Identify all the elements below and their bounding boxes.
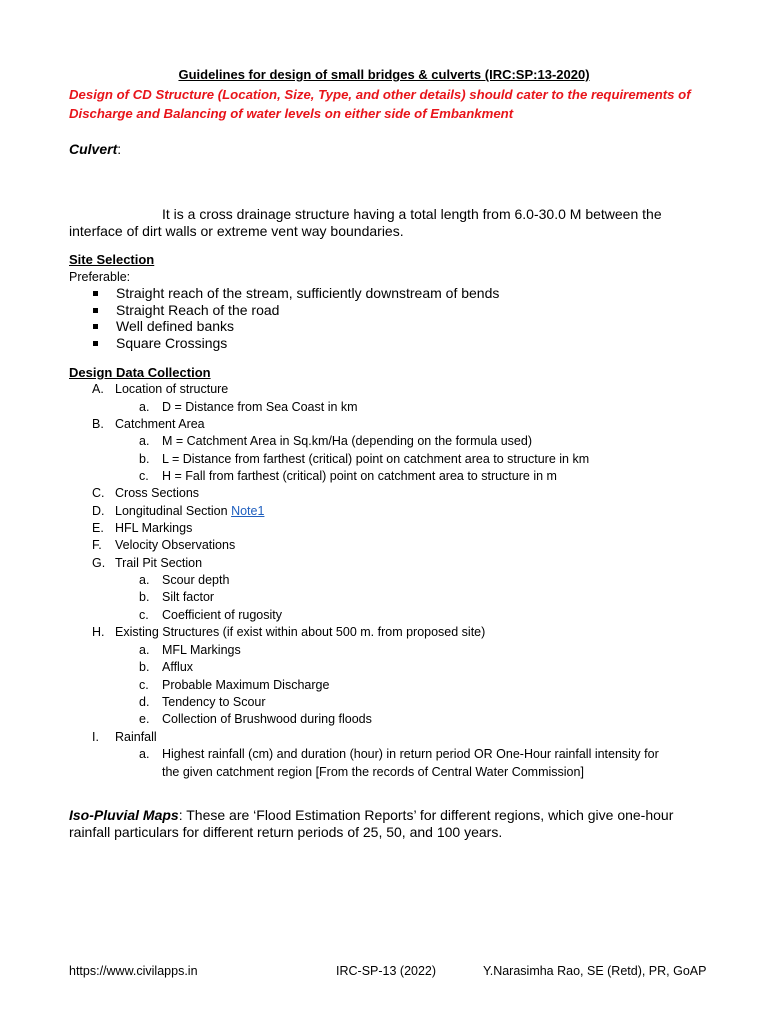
square-bullet-icon	[93, 324, 98, 329]
list-item: Straight reach of the stream, sufficiently downstream of bends	[69, 285, 499, 302]
document-subtitle: Design of CD Structure (Location, Size, Type, and other details) should cater to the requirements of Discharge and Balancing of water levels on either side of Embankment	[69, 87, 691, 121]
culvert-definition	[69, 206, 689, 240]
culvert-heading	[69, 141, 121, 158]
iso-pluvial-paragraph	[69, 807, 709, 841]
culvert-heading-text: Culvert	[69, 141, 118, 157]
iso-pluvial-text: : These are ‘Flood Estimation Reports’ for different regions, which give one-hour rainfall particulars for different return periods of 25, 50, and 100 years.	[69, 807, 674, 840]
footer-author: Y.Narasimha Rao, SE (Retd), PR, GoAP	[483, 964, 707, 978]
culvert-definition-text: It is a cross drainage structure having a total length from 6.0-30.0 M between the interface of dirt walls or extreme vent way boundaries.	[69, 206, 662, 239]
site-selection-heading: Site Selection	[69, 252, 155, 267]
list-item: Straight Reach of the road	[69, 302, 499, 319]
footer-reference: IRC-SP-13 (2022)	[336, 964, 437, 978]
culvert-heading-colon: :	[117, 141, 122, 157]
document-title: Guidelines for design of small bridges & culverts (IRC:SP:13-2020)	[178, 67, 590, 82]
preferable-label: Preferable:	[69, 270, 131, 284]
note1-link[interactable]: Note1	[231, 504, 265, 518]
iso-pluvial-heading: Iso-Pluvial Maps	[69, 807, 179, 823]
list-item: Square Crossings	[69, 335, 499, 352]
design-data-heading: Design Data Collection	[69, 365, 211, 380]
list-item: Well defined banks	[69, 318, 499, 335]
square-bullet-icon	[93, 291, 98, 296]
square-bullet-icon	[93, 341, 98, 346]
square-bullet-icon	[93, 308, 98, 313]
document-page: Guidelines for design of small bridges & culverts (IRC:SP:13-2020) Design of CD Structure (Location, Size, Type, and other details) should cater to the requirements of Discharge and Balancing of water levels on either side of Embankment Culvert: It is a cross drainage structure having a total length from 6.0-30.0 M between the interface of dirt walls or extreme vent way boundaries. Site Selection Preferable: Straight reach of the stream, sufficiently downstream of bends Straight Reach of the road Well defined banks Square Crossings Design Data Collection A. Location of structure a. D = Distance from Sea Coast in km B. Catchment Area a. M = Catchment Area in Sq.km/Ha (depending on the formula used) b. L = Distance from farthest (critical) point on catchment area to structure in km c. H = Fall from farthest (critical) point on catchment area to structure in m C. Cross Sections D. Longitudinal Section Note1 E. HFL Markings F. Velocity Observations G. Trail Pit Section a. Scour depth b. Silt factor c. Coefficient of rugosity H. Existing Structures (if exist within about 500 m. from proposed site) a. MFL Markings b. Afflux c. Probable Maximum Discharge d. Tendency to Scour e. Collection of Brushwood during floods I. Rainfall a. Highest rainfall (cm) and duration (hour) in return period OR One-Hour rainfall intensity for the given catchment region [From the records of Central Water Commission] Iso-Pluvial Maps: These are ‘Flood Estimation Reports’ for different regions, which give one-hour rainfall particulars for different return periods of 25, 50, and 100 years. https://www.civilapps.in IRC-SP-13 (2022) Y.Narasimha Rao, SE (Retd), PR, GoAP	[0, 0, 768, 1024]
site-selection-list	[69, 285, 499, 351]
footer-website: https://www.civilapps.in	[69, 964, 198, 978]
